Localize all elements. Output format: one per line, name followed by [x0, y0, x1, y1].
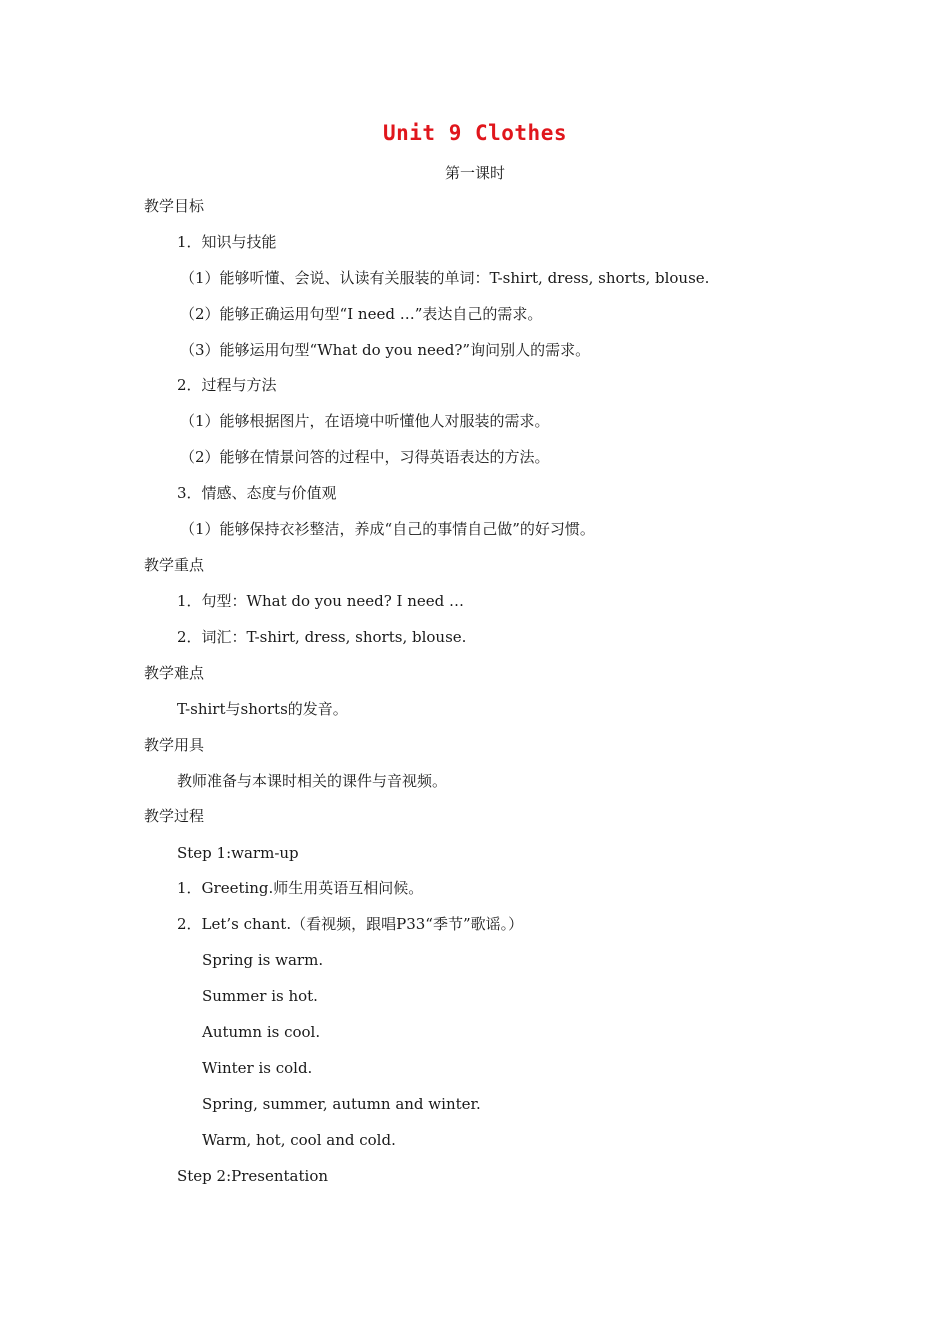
difficulty-item: T-shirt与shorts的发音。 — [177, 700, 348, 718]
chant-line: Warm, hot, cool and cold. — [202, 1131, 396, 1149]
chant-line: Autumn is cool. — [202, 1023, 321, 1041]
chant-line: Summer is hot. — [202, 987, 318, 1005]
objective-item: （1）能够根据图片，在语境中听懂他人对服装的需求。 — [180, 412, 550, 430]
section-heading-difficulties: 教学难点 — [144, 664, 205, 682]
section-heading-objectives: 教学目标 — [144, 197, 205, 215]
section-heading-key-points: 教学重点 — [144, 556, 205, 574]
objective-item: （1）能够保持衣衫整洁，养成“自己的事情自己做”的好习惯。 — [180, 520, 595, 538]
objective-item: （2）能够正确运用句型“I need …”表达自己的需求。 — [180, 305, 543, 323]
objective-item: （2）能够在情景问答的过程中，习得英语表达的方法。 — [180, 448, 550, 466]
lesson-subtitle: 第一课时 — [444, 164, 505, 182]
key-point-item: 1．句型：What do you need? I need … — [177, 592, 464, 610]
step-heading: Step 2:Presentation — [177, 1167, 329, 1185]
section-heading-materials: 教学用具 — [144, 736, 205, 754]
materials-item: 教师准备与本课时相关的课件与音视频。 — [177, 772, 448, 790]
objective-heading: 1．知识与技能 — [177, 233, 277, 251]
chant-line: Winter is cold. — [202, 1059, 313, 1077]
objective-heading: 2．过程与方法 — [177, 376, 277, 394]
objective-heading: 3．情感、态度与价值观 — [177, 484, 337, 502]
chant-line: Spring is warm. — [202, 951, 324, 969]
procedure-item: 2．Let’s chant.（看视频，跟唱P33“季节”歌谣。） — [177, 915, 524, 933]
key-point-item: 2．词汇：T-shirt, dress, shorts, blouse. — [177, 628, 467, 646]
procedure-item: 1．Greeting.师生用英语互相问候。 — [177, 879, 424, 897]
step-heading: Step 1:warm-up — [177, 844, 299, 862]
objective-item: （1）能够听懂、会说、认读有关服装的单词：T-shirt, dress, shorts, blouse. — [180, 269, 710, 287]
document-title: Unit 9 Clothes — [382, 121, 567, 145]
section-heading-procedure: 教学过程 — [144, 807, 205, 825]
chant-line: Spring, summer, autumn and winter. — [202, 1095, 481, 1113]
objective-item: （3）能够运用句型“What do you need?”询问别人的需求。 — [180, 341, 591, 359]
